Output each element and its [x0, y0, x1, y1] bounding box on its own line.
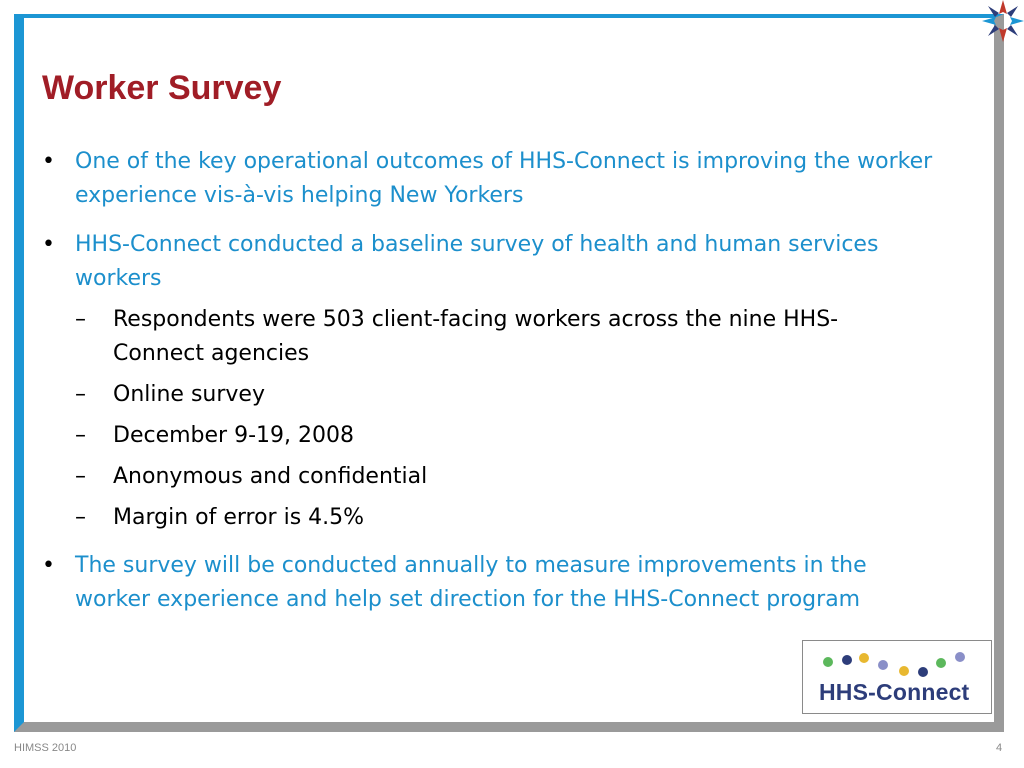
page-number: 4 [996, 742, 1003, 754]
sub-bullet-list [42, 303, 942, 535]
sub-bullet-marker: – [75, 464, 86, 489]
logo-dot [918, 667, 928, 677]
logo-dot [842, 655, 852, 665]
sub-bullet-item [42, 378, 942, 412]
slide-content [42, 145, 942, 632]
bullet-item [42, 228, 942, 296]
logo-dot [823, 657, 833, 667]
sub-bullet-item [42, 419, 942, 453]
sub-bullet-text: Online survey [113, 382, 265, 407]
logo-dot [859, 653, 869, 663]
bullet-item [42, 145, 942, 213]
bullet-text: One of the key operational outcomes of HHS-Connect is improving the worker experience vis-à-vis helping New Yorkers [75, 149, 933, 208]
sub-bullet-text: December 9-19, 2008 [113, 423, 354, 448]
logo-dot [899, 666, 909, 676]
sub-bullet-item [42, 303, 843, 371]
slide-title: Worker Survey [42, 69, 282, 107]
logo-dot [955, 652, 965, 662]
hhs-connect-logo [802, 640, 992, 714]
logo-text: HHS-Connect [819, 679, 970, 705]
bullet-text: The survey will be conducted annually to measure improvements in the worker experience and help set direction for the HHS-Connect program [75, 553, 867, 612]
logo-dot [936, 658, 946, 668]
sub-bullet-text: Anonymous and confidential [113, 464, 428, 489]
bullet-marker: • [42, 149, 55, 174]
bullet-marker: • [42, 232, 55, 257]
corner-star-icon [982, 0, 1024, 42]
sub-bullet-marker: – [75, 505, 86, 530]
sub-bullet-item [42, 460, 942, 494]
sub-bullet-marker: – [75, 423, 86, 448]
logo-dots-icon [803, 641, 993, 681]
footer-label: HIMSS 2010 [14, 742, 77, 754]
sub-bullet-text: Respondents were 503 client-facing workers across the nine HHS-Connect agencies [113, 307, 839, 366]
logo-dot [878, 660, 888, 670]
sub-bullet-marker: – [75, 307, 86, 332]
sub-bullet-item [42, 501, 942, 535]
bullet-item [42, 549, 942, 617]
sub-bullet-marker: – [75, 382, 86, 407]
bullet-text: HHS-Connect conducted a baseline survey of health and human services workers [75, 232, 879, 291]
bullet-marker: • [42, 553, 55, 578]
sub-bullet-text: Margin of error is 4.5% [113, 505, 365, 530]
